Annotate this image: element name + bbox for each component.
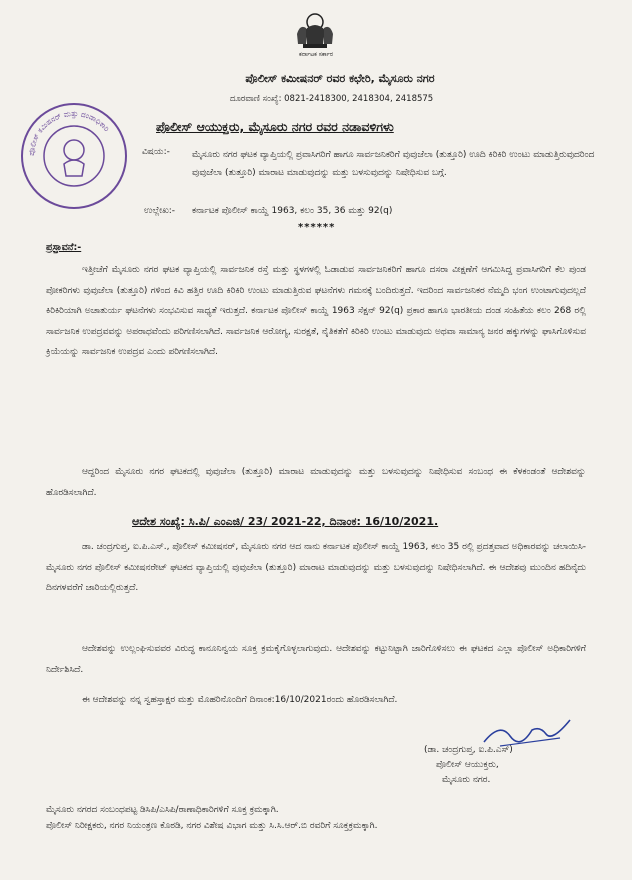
reference-text: ಕರ್ನಾಟಕ ಪೊಲೀಸ್ ಕಾಯ್ದೆ 1963, ಕಲಂ 35, 36 ಮತ್ತು 92(q) xyxy=(192,206,393,216)
state-emblem-icon xyxy=(292,10,338,50)
copy-to-line-1: ಮೈಸೂರು ನಗರದ ಸಂಬಂಧಪಟ್ಟ ಡಿಸಿಪಿ/ಎಸಿಪಿ/ಠಾಣಾಧಿಕಾರಿಗಳಿಗೆ ಸೂಕ್ತ ಕ್ರಮಕ್ಕಾಗಿ. xyxy=(46,805,279,815)
seal-text: ಪೊಲೀಸ್ ಕಮಿಷನರ್ ಮತ್ತು ದಂಡಾಧಿಕಾರಿ xyxy=(26,108,112,157)
official-seal-icon xyxy=(18,100,130,212)
copy-to-line-2: ಪೊಲೀಸ್ ನಿರೀಕ್ಷಕರು, ನಗರ ನಿಯಂತ್ರಣ ಕೊಠಡಿ, ನಗರ ವಿಶೇಷ ವಿಭಾಗ ಮತ್ತು ಸಿ.ಸಿ.ಆರ್.ಬಿ ರವರಿಗೆ ಸೂಕ್ತಕ್ರಮಕ್ಕಾಗಿ. xyxy=(46,821,378,831)
subject-text: ಮೈಸೂರು ನಗರ ಘಟಕ ವ್ಯಾಪ್ತಿಯಲ್ಲಿ ಪ್ರವಾಸಿಗರಿಗೆ ಹಾಗೂ ಸಾರ್ವಜನಿಕರಿಗೆ ವುವುಜೆಲಾ (ತುತ್ತೂರಿ) ಊದಿ ಕಿರಿಕಿರಿ ಉಂಟು ಮಾಡುತ್ತಿರುವುದರಿಂದ ವುವುಜೆಲಾ (ತುತ್ತೂರಿ) ಮಾರಾಟ ಮಾಡುವುದನ್ನು ಮತ್ತು ಬಳಸುವುದನ್ನು ನಿಷೇಧಿಸುವ ಬಗ್ಗೆ. xyxy=(192,150,595,178)
preamble-paragraph: ಇತ್ತೀಚೆಗೆ ಮೈಸೂರು ನಗರ ಘಟಕ ವ್ಯಾಪ್ತಿಯಲ್ಲಿ ಸಾರ್ವಜನಿಕ ರಸ್ತೆ ಮತ್ತು ಸ್ಥಳಗಳಲ್ಲಿ ಓಡಾಡುವ ಸಾರ್ವಜನಿಕರಿಗೆ ಹಾಗೂ ದಸರಾ ವೀಕ್ಷಣೆಗೆ ಆಗಮಿಸಿದ್ದ ಪ್ರವಾಸಿಗರಿಗೆ ಕೆಲ ಪುಂಡ ಪೋಕರಿಗಳು ವುವುಜೆಲಾ (ತುತ್ತೂರಿ) ಗಳಿಂದ ಕಿವಿ ಹತ್ತಿರ ಊದಿ ಕಿರಿಕಿರಿ ಉಂಟು ಮಾಡುತ್ತಿರುವ ಘಟನೆಗಳು ಗಮನಕ್ಕೆ ಬಂದಿರುತ್ತದೆ. ಇದರಿಂದ ಸಾರ್ವಜನಿಕರ ನೆಮ್ಮದಿ ಭಂಗ ಉಂಟಾಗುವುದಲ್ಲದೆ ಕಿರಿಕಿರಿಯಾಗಿ ಅಚಾತುರ್ಯ ಘಟನೆಗಳು ಸಂಭವಿಸುವ ಸಾಧ್ಯತೆ ಇರುತ್ತದೆ. ಕರ್ನಾಟಕ ಪೊಲೀಸ್ ಕಾಯ್ದೆ 1963 ಸೆಕ್ಷನ್ 92(q) ಪ್ರಕಾರ ಹಾಗೂ ಭಾರತೀಯ ದಂಡ ಸಂಹಿತೆಯ ಕಲಂ 268 ರಲ್ಲಿ ಸಾರ್ವಜನಿಕ ಉಪದ್ರವವನ್ನು ಅಪರಾಧವೆಂದು ಪರಿಗಣಿಸಲಾಗಿದೆ. ಸಾರ್ವಜನಿಕ ಆರೋಗ್ಯ, ಸುರಕ್ಷತೆ, ನೈತಿಕತೆಗೆ ಕಿರಿಕಿರಿ ಉಂಟು ಮಾಡುವುದು ಅಥವಾ ಸಾಮಾನ್ಯ ಜನರ ಹಕ್ಕುಗಳನ್ನು ಘಾಸಿಗೊಳಿಸುವ ಕ್ರಿಯೆಯನ್ನು ಸಾರ್ವಜನಿಕ ಉಪದ್ರವ ಎಂದು ಪರಿಗಣಿಸಲಾಗಿದೆ. xyxy=(46,265,586,357)
signatory-designation: ಪೊಲೀಸ್ ಆಯುಕ್ತರು, xyxy=(436,760,499,770)
proceedings-title: ಪೊಲೀಸ್ ಆಯುಕ್ತರು, ಮೈಸೂರು ನಗರ ರವರ ನಡಾವಳಿಗಳು xyxy=(156,119,394,134)
issued-paragraph: ಈ ಆದೇಶವನ್ನು ನನ್ನ ಸ್ವಹಸ್ತಾಕ್ಷರ ಮತ್ತು ಮೊಹರಿನೊಂದಿಗೆ ದಿನಾಂಕ:16/10/2021ರಂದು ಹೊರಡಿಸಲಾಗಿದೆ. xyxy=(82,695,398,705)
signatory-city: ಮೈಸೂರು ನಗರ. xyxy=(442,775,491,785)
subject-label: ವಿಷಯ:- xyxy=(142,147,170,157)
enforcement-paragraph: ಆದೇಶವನ್ನು ಉಲ್ಲಂಘಿಸುವವರ ವಿರುದ್ಧ ಕಾನೂನಿನ್ವಯ ಸೂಕ್ತ ಕ್ರಮಕೈಗೊಳ್ಳಲಾಗುವುದು. ಆದೇಶವನ್ನು ಕಟ್ಟುನಿಟ್ಟಾಗಿ ಜಾರಿಗೊಳಿಸಲು ಈ ಘಟಕದ ಎಲ್ಲಾ ಪೊಲೀಸ್ ಅಧಿಕಾರಿಗಳಿಗೆ ನಿರ್ದೇಶಿಸಿದೆ. xyxy=(46,644,586,675)
order-number: ಆದೇಶ ಸಂಖ್ಯೆ: ಸಿ.ಪಿ/ ಎಂಎಜಿ/ 23/ 2021-22, ದಿನಾಂಕ: 16/10/2021. xyxy=(132,515,439,528)
office-phone: ದೂರವಾಣಿ ಸಂಖ್ಯೆ: 0821-2418300, 2418304, 2418575 xyxy=(230,94,434,104)
office-title: ಪೊಲೀಸ್ ಕಮೀಷನರ್ ರವರ ಕಛೇರಿ, ಮೈಸೂರು ನಗರ xyxy=(245,72,435,85)
preamble-label: ಪ್ರಸ್ತಾವನೆ:- xyxy=(46,242,82,253)
therefore-paragraph: ಆದ್ದರಿಂದ ಮೈಸೂರು ನಗರ ಘಟಕದಲ್ಲಿ ವುವುಜೆಲಾ (ತುತ್ತೂರಿ) ಮಾರಾಟ ಮಾಡುವುದನ್ನು ಮತ್ತು ಬಳಸುವುದನ್ನು ನಿಷೇಧಿಸುವ ಸಂಬಂಧ ಈ ಕೆಳಕಂಡಂತೆ ಆದೇಶವನ್ನು ಹೊರಡಿಸಲಾಗಿದೆ. xyxy=(46,467,586,498)
section-divider: ****** xyxy=(298,222,336,233)
order-paragraph: ಡಾ. ಚಂದ್ರಗುಪ್ತ, ಐ.ಪಿ.ಎಸ್., ಪೊಲೀಸ್ ಕಮೀಷನರ್, ಮೈಸೂರು ನಗರ ಆದ ನಾನು ಕರ್ನಾಟಕ ಪೊಲೀಸ್ ಕಾಯ್ದೆ 1963, ಕಲಂ 35 ರಲ್ಲಿ ಪ್ರದತ್ತವಾದ ಅಧಿಕಾರವನ್ನು ಚಲಾಯಿಸಿ- ಮೈಸೂರು ನಗರ ಪೊಲೀಸ್ ಕಮೀಷನರೇಟ್ ಘಟಕದ ವ್ಯಾಪ್ತಿಯಲ್ಲಿ ವುವುಜೆಲಾ (ತುತ್ತೂರಿ) ಮಾರಾಟ ಮಾಡುವುದನ್ನು ಮತ್ತು ಬಳಸುವುದನ್ನು ನಿಷೇಧಿಸಲಾಗಿದೆ. ಈ ಆದೇಶವು ಮುಂದಿನ ಹದಿನೈದು ದಿನಗಳವರೆಗೆ ಜಾರಿಯಲ್ಲಿರುತ್ತದೆ. xyxy=(46,542,586,593)
emblem-caption: ಕರ್ನಾಟಕ ಸರ್ಕಾರ xyxy=(298,51,334,58)
reference-label: ಉಲ್ಲೇಖ:- xyxy=(144,206,176,216)
signatory-name: (ಡಾ. ಚಂದ್ರಗುಪ್ತ, ಐ.ಪಿ.ಎಸ್) xyxy=(424,745,513,755)
